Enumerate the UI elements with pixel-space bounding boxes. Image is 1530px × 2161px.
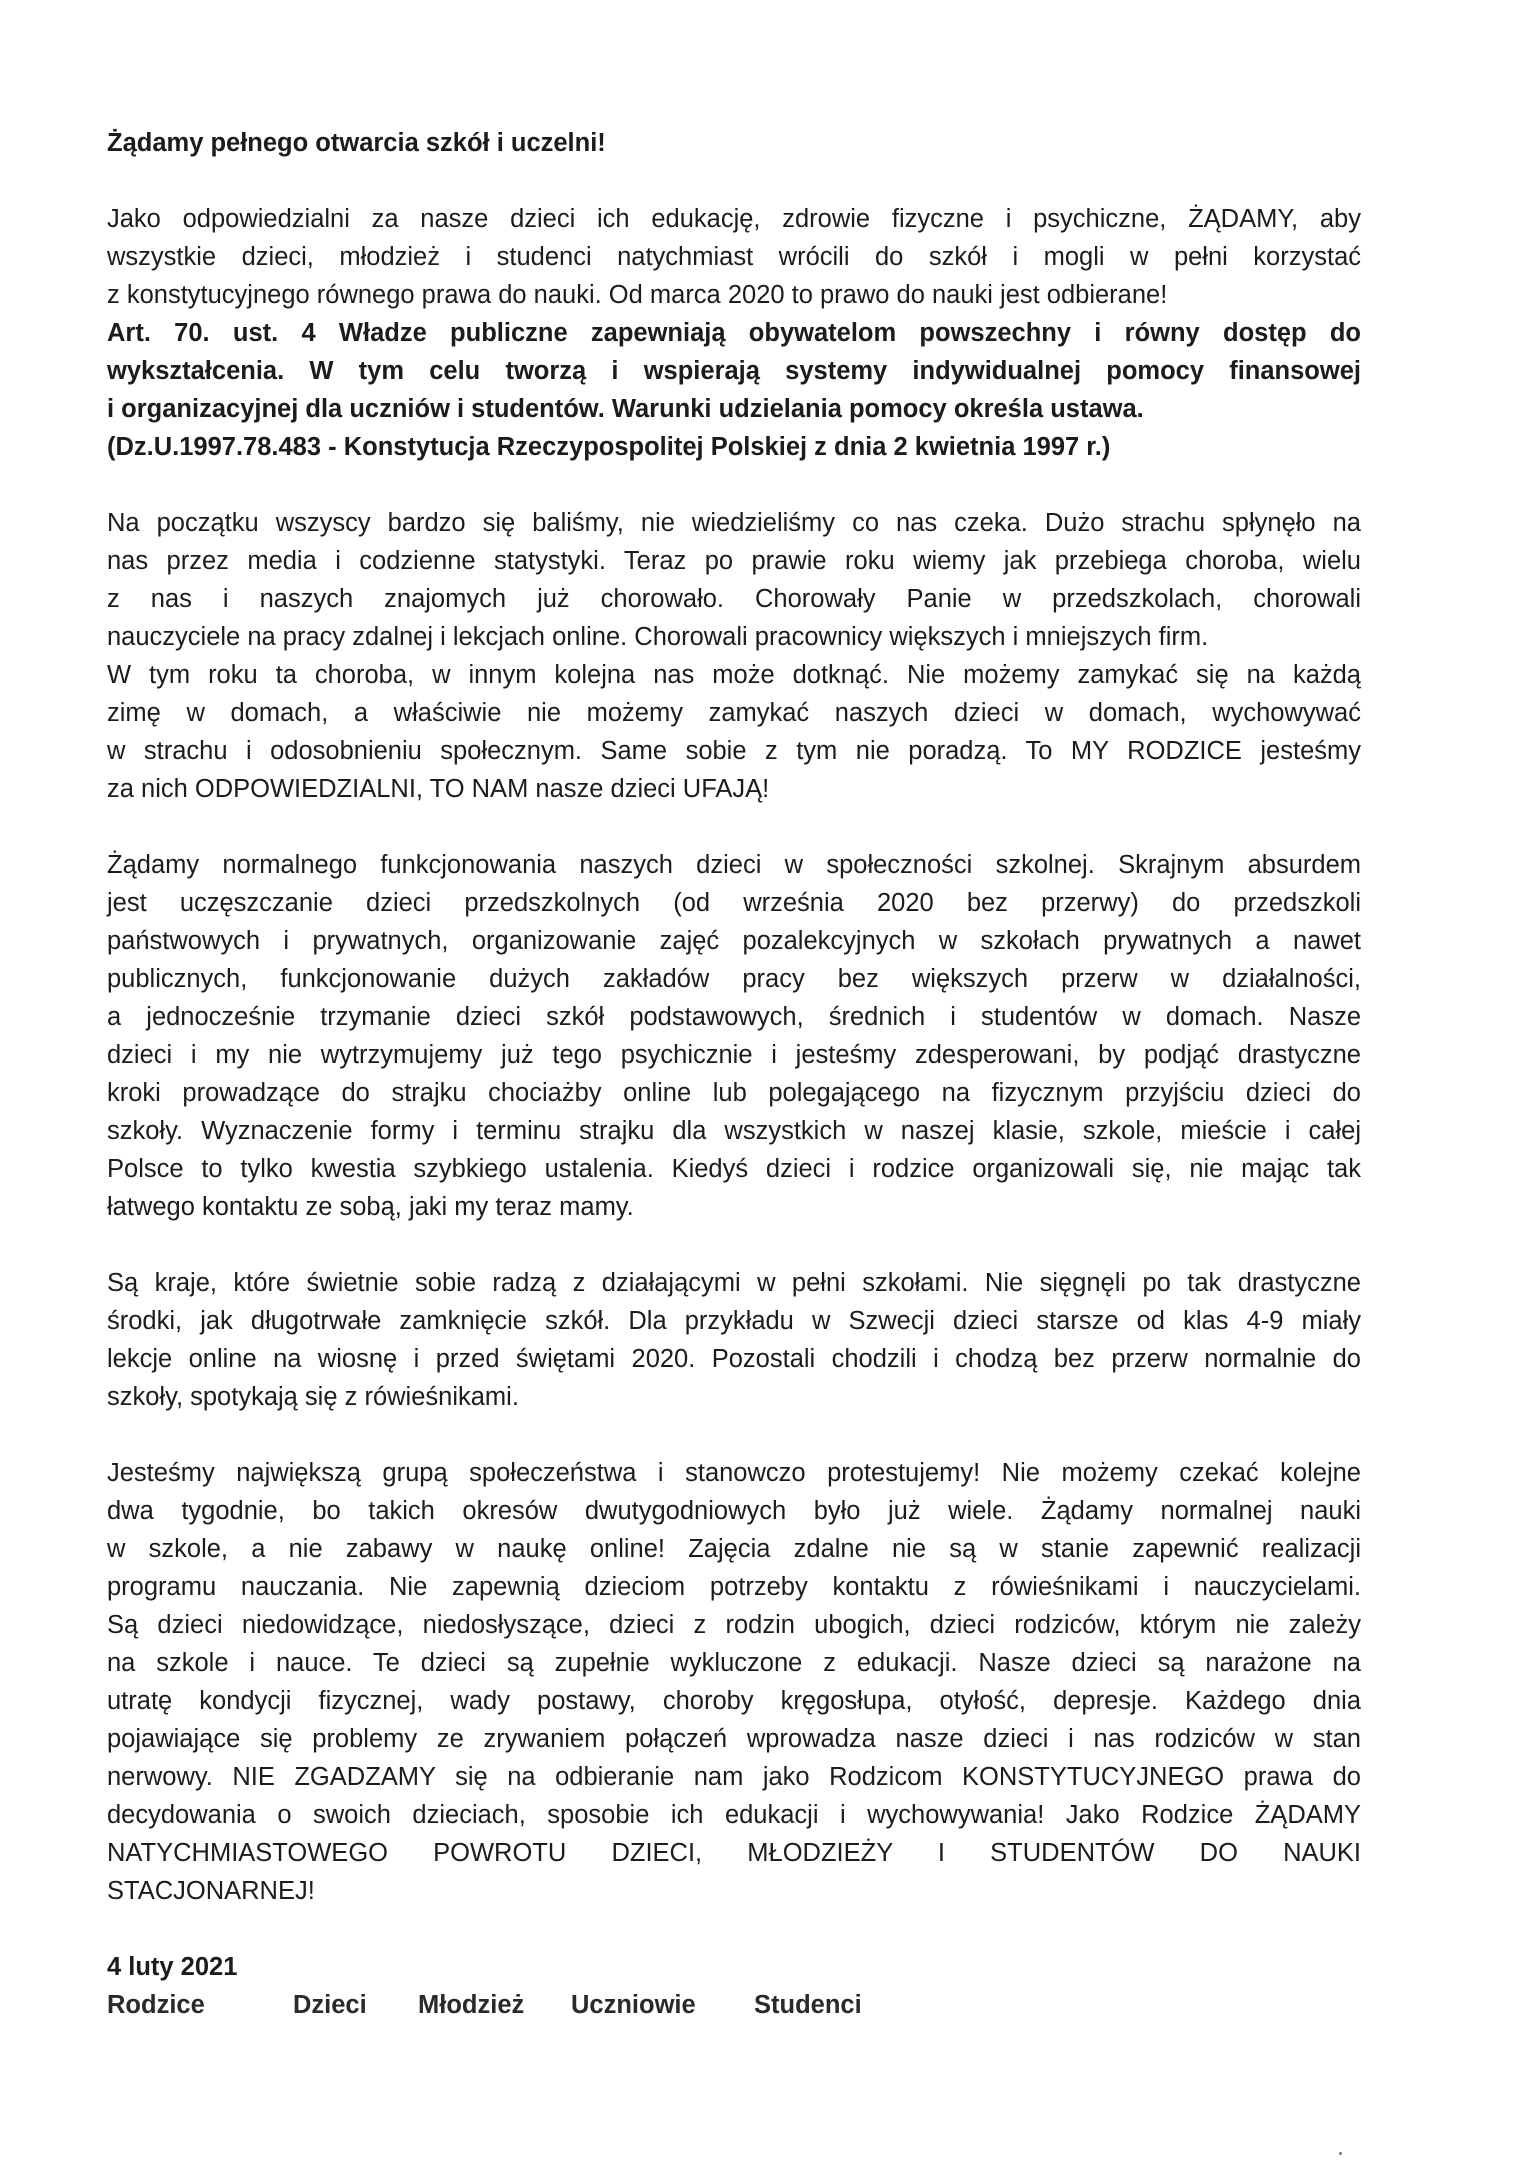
paragraph-line: decydowania o swoich dzieciach, sposobie ich edukacji i wychowywania! Jako Rodzice ŻĄDAMY (107, 1801, 1361, 1829)
paragraph-line: utratę kondycji fizycznej, wady postawy, choroby kręgosłupa, otyłość, depresje. Każdego dnia (107, 1687, 1361, 1715)
paragraph-line: NATYCHMIASTOWEGO POWROTU DZIECI, MŁODZIEŻY I STUDENTÓW DO NAUKI (107, 1839, 1361, 1867)
paragraph-line: nauczyciele na pracy zdalnej i lekcjach online. Chorowali pracownicy większych i mniejszych firm. (107, 623, 1209, 651)
signature-youth: Młodzież (418, 1991, 525, 2019)
paragraph-line: a jednocześnie trzymanie dzieci szkół podstawowych, średnich i studentów w domach. Nasze (107, 1003, 1361, 1031)
signature-parents: Rodzice (107, 1991, 205, 2019)
constitution-quote-line: wykształcenia. W tym celu tworzą i wspierają systemy indywidualnej pomocy finansowej (107, 357, 1361, 385)
paragraph-line: środki, jak długotrwałe zamknięcie szkół. Dla przykładu w Szwecji dzieci starsze od klas 4-9 miały (107, 1307, 1361, 1335)
paragraph-line: szkoły, spotykają się z rówieśnikami. (107, 1383, 519, 1411)
paragraph (107, 504, 1361, 808)
paragraph-line: nas przez media i codzienne statystyki. Teraz po prawie roku wiemy jak przebiega choroba, wielu (107, 547, 1361, 575)
paragraph-line: dwa tygodnie, bo takich okresów dwutygodniowych było już wiele. Żądamy normalnej nauki (107, 1497, 1361, 1525)
paragraph-line: kroki prowadzące do strajku chociażby online lub polegającego na fizycznym przyjściu dzieci do (107, 1079, 1361, 1107)
paragraph-line: lekcje online na wiosnę i przed świętami 2020. Pozostali chodzili i chodzą bez przerw normalnie do (107, 1345, 1361, 1373)
paragraph-line: Na początku wszyscy bardzo się baliśmy, nie wiedzieliśmy co nas czeka. Dużo strachu spłynęło na (107, 509, 1361, 537)
paragraph (107, 1264, 1361, 1416)
letter-page (107, 124, 1361, 2024)
paragraph-line: Jako odpowiedzialni za nasze dzieci ich edukację, zdrowie fizyczne i psychiczne, ŻĄDAMY, aby (107, 205, 1361, 233)
paragraph (107, 200, 1361, 466)
paragraph-line: Żądamy normalnego funkcjonowania naszych dzieci w społeczności szkolnej. Skrajnym absurdem (107, 851, 1361, 879)
paragraph-line: w strachu i odosobnieniu społecznym. Same sobie z tym nie poradzą. To MY RODZICE jesteśmy (107, 737, 1361, 765)
paragraph-line: programu nauczania. Nie zapewnią dzieciom potrzeby kontaktu z rówieśnikami i nauczycielami. (107, 1573, 1361, 1601)
paragraph (107, 1454, 1361, 1910)
paragraph-line: na szkole i nauce. Te dzieci są zupełnie wykluczone z edukacji. Nasze dzieci są narażone na (107, 1649, 1361, 1677)
paragraph-line: Są dzieci niedowidzące, niedosłyszące, dzieci z rodzin ubogich, dzieci rodziców, którym nie zależy (107, 1611, 1361, 1639)
paragraph-line: państwowych i prywatnych, organizowanie zajęć pozalekcyjnych w szkołach prywatnych a nawet (107, 927, 1361, 955)
paragraph-line: szkoły. Wyznaczenie formy i terminu strajku dla wszystkich w naszej klasie, szkole, mieście i całej (107, 1117, 1361, 1145)
paragraph-line: STACJONARNEJ! (107, 1877, 315, 1905)
paragraph-line: pojawiające się problemy ze zrywaniem połączeń wprowadza nasze dzieci i nas rodziców w stan (107, 1725, 1361, 1753)
paragraph-line: nerwowy. NIE ZGADZAMY się na odbieranie nam jako Rodzicom KONSTYTUCYJNEGO prawa do (107, 1763, 1361, 1791)
paragraph (107, 846, 1361, 1226)
letter-date: 4 luty 2021 (107, 1953, 238, 1981)
signature-pupils: Uczniowie (571, 1991, 696, 2019)
paragraph-line: łatwego kontaktu ze sobą, jaki my teraz mamy. (107, 1193, 634, 1221)
paragraph-line: Są kraje, które świetnie sobie radzą z działającymi w pełni szkołami. Nie sięgnęli po tak drastyczne (107, 1269, 1361, 1297)
paragraph-line: publicznych, funkcjonowanie dużych zakładów pracy bez większych przerw w działalności, (107, 965, 1361, 993)
signature-students: Studenci (754, 1991, 862, 2019)
scan-speck (1339, 2152, 1342, 2155)
paragraph-line: w szkole, a nie zabawy w naukę online! Zajęcia zdalne nie są w stanie zapewnić realizacji (107, 1535, 1361, 1563)
paragraph-line: dzieci i my nie wytrzymujemy już tego psychicznie i jesteśmy zdesperowani, by podjąć drastyczne (107, 1041, 1361, 1069)
paragraph-line: z nas i naszych znajomych już chorowało. Chorowały Panie w przedszkolach, chorowali (107, 585, 1361, 613)
paragraph-line: Jesteśmy największą grupą społeczeństwa i stanowczo protestujemy! Nie możemy czekać kolejne (107, 1459, 1361, 1487)
paragraph-line: z konstytucyjnego równego prawa do nauki. Od marca 2020 to prawo do nauki jest odbierane! (107, 281, 1168, 309)
letter-title: Żądamy pełnego otwarcia szkół i uczelni! (107, 129, 606, 157)
paragraph-line: zimę w domach, a właściwie nie możemy zamykać naszych dzieci w domach, wychowywać (107, 699, 1361, 727)
constitution-quote-line: Art. 70. ust. 4 Władze publiczne zapewniają obywatelom powszechny i równy dostęp do (107, 319, 1361, 347)
letter-body (107, 200, 1361, 1910)
paragraph-line: Polsce to tylko kwestia szybkiego ustalenia. Kiedyś dzieci i rodzice organizowali się, nie mając tak (107, 1155, 1361, 1183)
paragraph-line: jest uczęszczanie dzieci przedszkolnych (od września 2020 bez przerwy) do przedszkoli (107, 889, 1361, 917)
constitution-quote-line: (Dz.U.1997.78.483 - Konstytucja Rzeczypospolitej Polskiej z dnia 2 kwietnia 1997 r.) (107, 433, 1111, 461)
constitution-quote-line: i organizacyjnej dla uczniów i studentów. Warunki udzielania pomocy określa ustawa. (107, 395, 1144, 423)
signature-line (107, 1986, 1361, 2024)
paragraph-line: W tym roku ta choroba, w innym kolejna nas może dotknąć. Nie możemy zamykać się na każdą (107, 661, 1361, 689)
paragraph-line: wszystkie dzieci, młodzież i studenci natychmiast wrócili do szkół i mogli w pełni korzystać (107, 243, 1361, 271)
paragraph-line: za nich ODPOWIEDZIALNI, TO NAM nasze dzieci UFAJĄ! (107, 775, 770, 803)
signature-children: Dzieci (293, 1991, 367, 2019)
